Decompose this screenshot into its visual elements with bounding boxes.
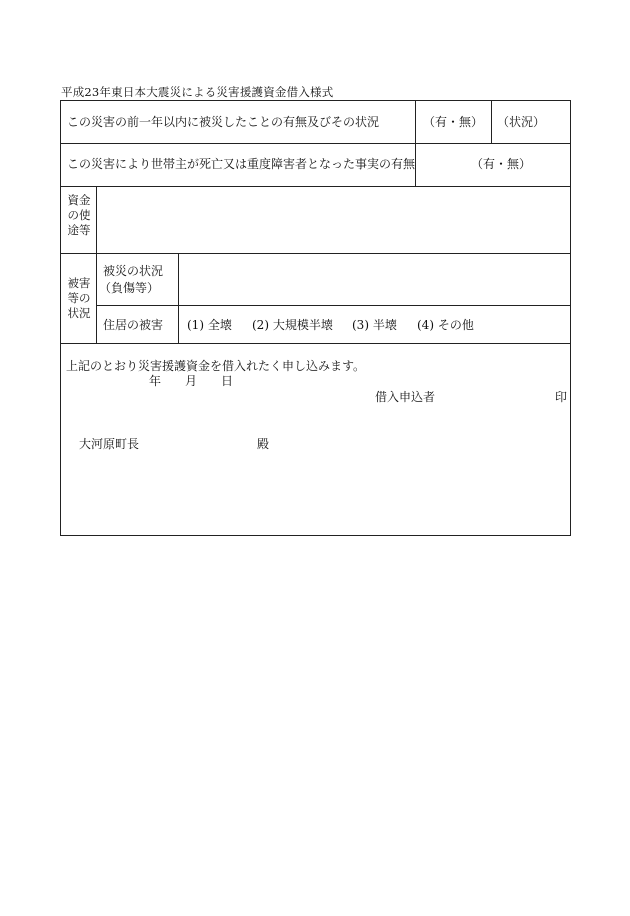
rule-funds-bottom bbox=[61, 253, 570, 254]
fund-use-label: 資金の使途等 bbox=[67, 193, 91, 237]
disaster-status-field[interactable] bbox=[180, 255, 568, 304]
prior-disaster-question: この災害の前一年以内に被災したことの有無及びその状況 bbox=[67, 115, 380, 129]
prior-disaster-status[interactable]: （状況） bbox=[497, 115, 546, 129]
housing-damage-label: 住居の被害 bbox=[103, 318, 164, 332]
option-other[interactable]: (4) その他 bbox=[417, 318, 474, 332]
rule-row2-col1 bbox=[415, 143, 416, 187]
option-half-collapse[interactable]: (3) 半壊 bbox=[352, 318, 397, 332]
applicant-label: 借入申込者 bbox=[375, 390, 436, 404]
addressee: 大河原町長 bbox=[79, 437, 140, 451]
honorific: 殿 bbox=[257, 437, 270, 451]
rule-damage-bottom bbox=[61, 343, 570, 344]
disaster-status-sublabel: （負傷等） bbox=[99, 281, 160, 295]
rule-row1-bottom bbox=[61, 143, 570, 144]
rule-row1-col1 bbox=[415, 101, 416, 144]
fund-use-field[interactable] bbox=[98, 188, 568, 251]
damage-label: 被害等の状況 bbox=[67, 276, 91, 320]
disaster-status-label: 被災の状況 bbox=[103, 264, 164, 278]
rule-row1-col2 bbox=[491, 101, 492, 144]
form-title: 平成23年東日本大震災による災害援護資金借入様式 bbox=[61, 85, 334, 99]
date-day: 日 bbox=[221, 374, 234, 388]
rule-label-column bbox=[96, 186, 97, 344]
householder-death-choice[interactable]: （有・無） bbox=[471, 157, 532, 171]
application-form-table bbox=[60, 100, 571, 536]
rule-row2-bottom bbox=[61, 186, 570, 187]
date-year: 年 bbox=[149, 374, 162, 388]
option-total-collapse[interactable]: (1) 全壊 bbox=[187, 318, 232, 332]
declaration-text: 上記のとおり災害援護資金を借入れたく申し込みます。 bbox=[66, 359, 366, 373]
prior-disaster-choice[interactable]: （有・無） bbox=[423, 115, 484, 129]
rule-sublabel-column bbox=[178, 253, 179, 344]
seal-mark: 印 bbox=[555, 390, 568, 404]
householder-death-question: この災害により世帯主が死亡又は重度障害者となった事実の有無 bbox=[67, 157, 416, 171]
rule-disaster-bottom bbox=[96, 305, 570, 306]
date-month: 月 bbox=[185, 374, 198, 388]
option-large-scale-half-collapse[interactable]: (2) 大規模半壊 bbox=[252, 318, 333, 332]
